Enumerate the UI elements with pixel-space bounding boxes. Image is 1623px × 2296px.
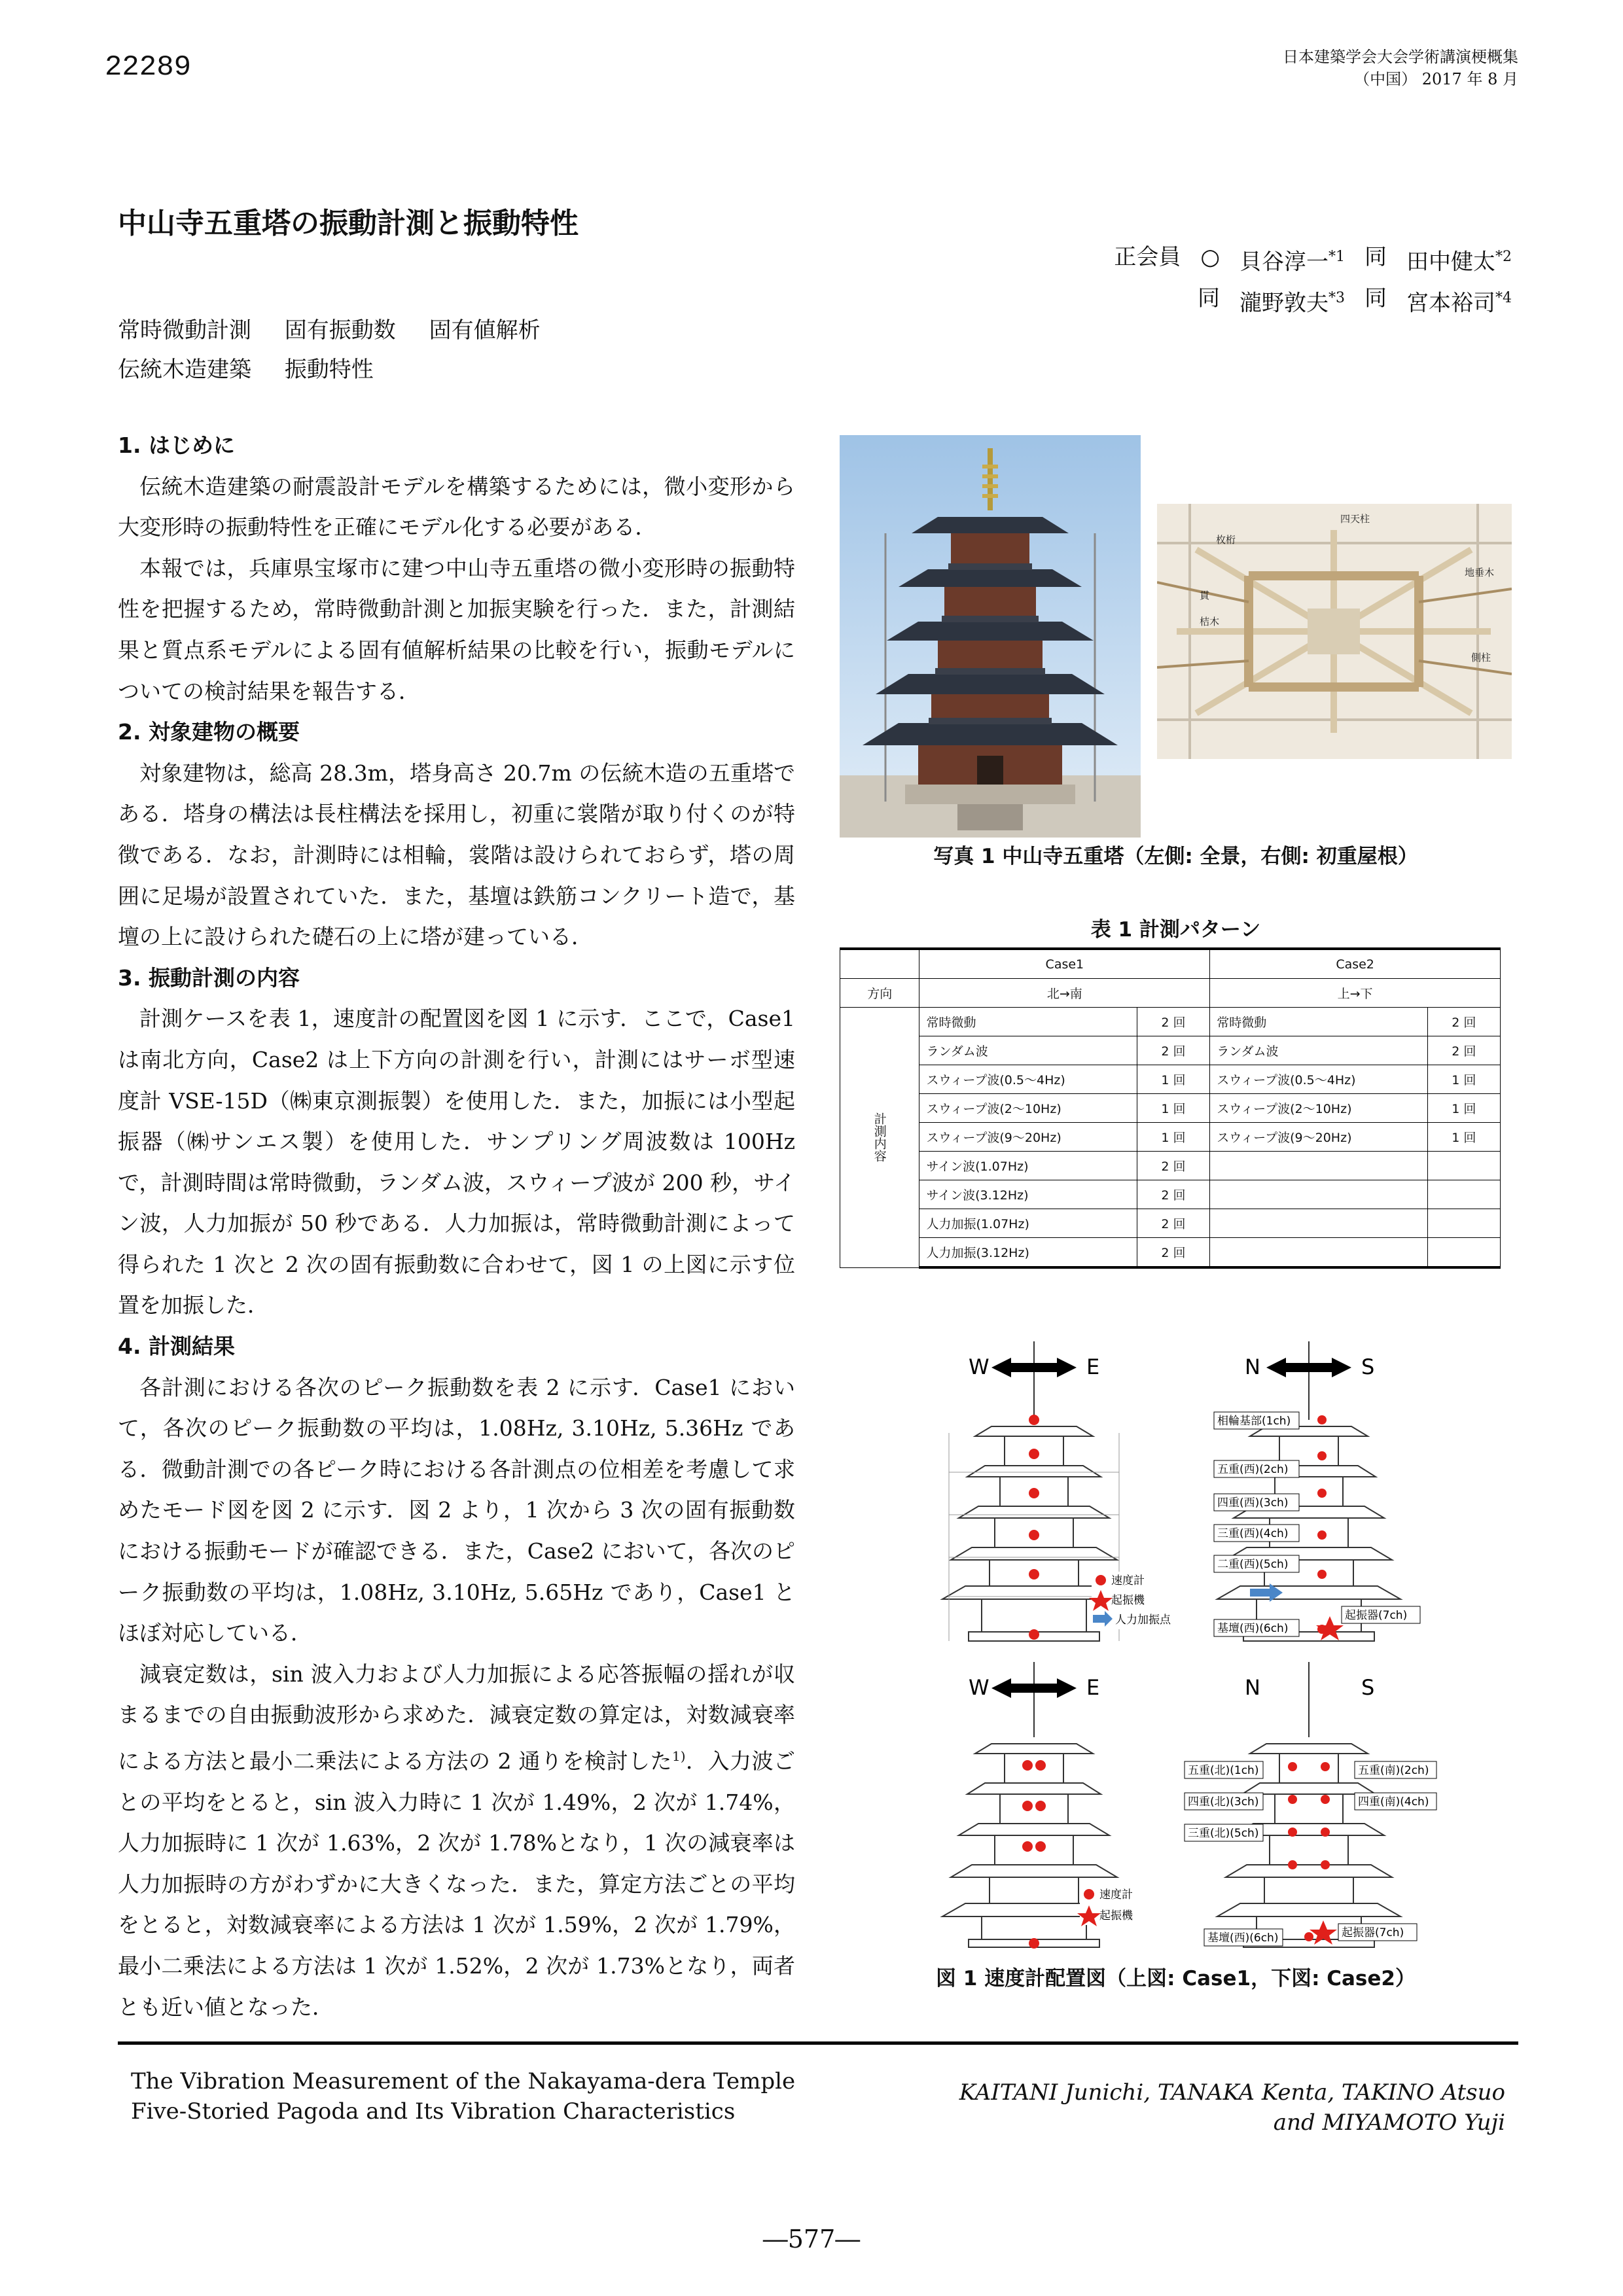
table-cell [1427,1152,1500,1180]
table-header-case2: Case2 [1210,949,1501,979]
direction-case1: 北→南 [919,979,1210,1008]
photo-pagoda-full-view [840,435,1141,838]
paragraph: 各計測における各次のピーク振動数を表 2 に示す．Case1 において，各次のピーク振動数の平均は，1.08Hz, 3.10Hz, 5.36Hz である．微動計測での各ピーク時における各計測点の位相差を考慮して求めたモード図を図 2 に示す．図 2 より，1 次から 3 次の固有振動数における振動モードが確認できる．また，Case2 において，各次のピーク振動数の平均は，1.08Hz, 3.10Hz, 5.65Hz であり，Case1 とほぼ対応している． [118,1374,795,1646]
english-authors-line: and MIYAMOTO Yuji [1273,2110,1505,2136]
table-cell [1210,1152,1427,1180]
english-authors-line: KAITANI Junichi, TANAKA Kenta, TAKINO Atsuo [959,2079,1505,2106]
author-row-1 [1094,239,1512,280]
table-row [840,1123,1501,1152]
table-cell: 1 回 [1137,1123,1209,1152]
table-cell: 人力加振(1.07Hz) [919,1209,1137,1238]
table-cell: サイン波(1.07Hz) [919,1152,1137,1180]
sensor-label: 基壇(西)(6ch) [1207,1932,1279,1945]
table-cell: スウィープ波(9～20Hz) [919,1123,1137,1152]
legend-label: 速度計 [1099,1888,1133,1901]
sensor-markers [1029,1415,1039,1640]
table-row [840,1065,1501,1094]
table-cell: 1 回 [1137,1065,1209,1094]
direction-label: E [1086,1675,1100,1700]
author-3: 瀧野敦夫$^{*3}$ [1240,290,1345,317]
section-heading: 2. 対象建物の概要 [118,719,300,745]
legend-label: 速度計 [1111,1574,1145,1587]
table-caption: 表 1 計測パターン [1090,918,1261,942]
table-cell: ランダム波 [919,1036,1137,1065]
legend-label: 起振機 [1111,1594,1145,1607]
section-heading: 4. 計測結果 [118,1333,235,1360]
sensor-label: 三重(西)(4ch) [1217,1527,1289,1540]
table-row [840,1036,1501,1065]
keyword: 固有振動数 [284,317,396,344]
legend-label: 人力加振点 [1115,1614,1171,1627]
english-title [131,2066,795,2127]
keyword: 固有値解析 [429,317,541,344]
direction-case2: 上→下 [1210,979,1501,1008]
proceedings-title: 日本建築学会大会学術講演梗概集 [1283,48,1518,66]
table-cell: スウィープ波(2～10Hz) [1210,1094,1427,1123]
sensor-label: 五重(西)(2ch) [1217,1463,1289,1476]
sensor-label: 四重(西)(3ch) [1217,1496,1289,1510]
direction-label: N [1245,1354,1260,1379]
table-cell: 常時微動 [1210,1008,1427,1036]
table-cell: スウィープ波(0.5～4Hz) [919,1065,1137,1094]
table-cell: 2 回 [1137,1180,1209,1209]
sensor-label: 四重(南)(4ch) [1358,1795,1429,1809]
table-cell: 1 回 [1137,1094,1209,1123]
photo-label: 枚桁 [1216,534,1236,546]
english-title-line: The Vibration Measurement of the Nakayama-dera Temple [131,2068,796,2094]
photo-label: 側柱 [1471,652,1491,663]
table-cell [1427,1209,1500,1238]
direction-label: W [969,1675,990,1700]
member-class: 正会員 [1114,244,1181,270]
paragraph: 本報では，兵庫県宝塚市に建つ中山寺五重塔の微小変形時の振動特性を把握するため，常時微動計測と加振実験を行った．また，計測結果と質点系モデルによる固有値解析結果の比較を行い，振動モデルについての検討結果を報告する． [118,555,796,704]
photo-label: 四天柱 [1340,513,1370,525]
table-cell: ランダム波 [1210,1036,1427,1065]
table-header-case1: Case1 [919,949,1210,979]
table-row [840,1008,1501,1036]
direction-label: E [1086,1354,1100,1379]
direction-label: W [969,1354,990,1379]
table-cell: スウィープ波(2～10Hz) [919,1094,1137,1123]
english-title-line: Five-Storied Pagoda and Its Vibration Characteristics [131,2098,736,2125]
author-block [1094,239,1512,322]
keyword: 伝統木造建築 [118,357,251,383]
paper-title: 中山寺五重塔の振動計測と振動特性 [118,207,579,240]
page-number: ―577― [762,2225,861,2253]
table-cell [1210,1209,1427,1238]
keyword: 振動特性 [284,357,374,383]
table-cell: 2 回 [1137,1036,1209,1065]
table-row [840,1209,1501,1238]
paragraph: 計測ケースを表 1，速度計の配置図を図 1 に示す．ここで，Case1 は南北方向，Case2 は上下方向の計測を行い，計測にはサーボ型速度計 VSE-15D（㈱東京測振製）を使用した．また，加振には小型起振器（㈱サンエス製）を使用した．サンプリング周波数は 100Hz で，計測時間は常時微動，ランダム波，スウィープ波が 200 秒，サイン波，人力加振が 50 秒である．人力加振は，常時微動計測によって得られた 1 次と 2 次の固有振動数に合わせて，図 1 の上図に示す位置を加振した． [118,1006,795,1318]
table-cell: 1 回 [1427,1094,1500,1123]
table-cell: 2 回 [1137,1152,1209,1180]
table-cell: スウィープ波(9～20Hz) [1210,1123,1427,1152]
table-cell: サイン波(3.12Hz) [919,1180,1137,1209]
table-cell [1210,1180,1427,1209]
table-row [840,1238,1501,1268]
keyword-row-1 [118,311,567,350]
pagoda-elevation-right [1217,1341,1400,1641]
paragraph: 伝統木造建築の耐震設計モデルを構築するためには，微小変形から大変形時の振動特性を正確にモデル化する必要がある． [118,473,795,540]
direction-label: S [1361,1675,1375,1700]
section-heading: 1. はじめに [118,433,235,458]
figure-caption: 図 1 速度計配置図（上図: Case1，下図: Case2） [936,1967,1416,1990]
paper-number: 22289 [105,51,192,84]
sensor-label: 相輪基部(1ch) [1217,1415,1291,1428]
table-cell: 2 回 [1137,1008,1209,1036]
table-cell: 2 回 [1137,1209,1209,1238]
keywords [118,311,567,389]
direction-label: S [1361,1354,1375,1379]
same-mark: 同 [1198,285,1220,312]
photo-label: 地垂木 [1465,567,1495,578]
table-cell: スウィープ波(0.5～4Hz) [1210,1065,1427,1094]
figure1-case1-diagram [929,1341,1440,1642]
table-cell: 2 回 [1137,1238,1209,1268]
table-row [840,1094,1501,1123]
sensor-label: 三重(北)(5ch) [1188,1827,1259,1840]
section-heading: 3. 振動計測の内容 [118,964,300,991]
photo-first-roof-framing [1157,504,1512,759]
sensor-markers [1022,1760,1046,1949]
sensor-label: 起振器(7ch) [1342,1926,1404,1939]
table-row [840,1152,1501,1180]
table-cell [1427,1238,1500,1268]
table-row [840,979,1501,1008]
legend [1089,1572,1190,1629]
keyword-row-2 [118,350,567,389]
measurement-pattern-table [840,947,1501,1269]
sensor-label: 四重(北)(3ch) [1188,1795,1259,1809]
proceedings-date: （中国） 2017 年 8 月 [1354,70,1518,88]
table-cell: 1 回 [1427,1065,1500,1094]
sensor-label: 起振器(7ch) [1345,1609,1408,1622]
direction-label: N [1245,1675,1260,1700]
keyword: 常時微動計測 [118,317,251,344]
footer-rule [118,2041,1518,2045]
sensor-label: 二重(西)(5ch) [1217,1558,1289,1571]
table-cell: 2 回 [1427,1036,1500,1065]
english-authors [959,2077,1505,2138]
paragraph: 減衰定数は，sin 波入力および人力加振による応答振幅の揺れが収まるまでの自由振動波形から求めた．減衰定数の算定は，対数減衰率による方法と最小二乗法による方法の 2 通りを検討した$^{1)}$．入力波ごとの平均をとると，sin 波入力時に 1 次が 1.49%，2 次が 1.74%，人力加振時に 1 次が 1.63%，2 次が 1.78%となり，1 次の減衰率は人力加振時の方がわずかに大きくなった．また，算定方法ごとの平均をとると，対数減衰率による方法は 1 次が 1.59%，2 次が 1.79%，最小二乗法による方法は 1 次が 1.52%，2 次が 1.73%となり，両者とも近い値となった． [118,1661,795,2020]
reference-mark: 1) [671,1748,686,1764]
table-cell: 常時微動 [919,1008,1137,1036]
author-row-2 [1094,280,1512,321]
legend-label: 起振機 [1099,1909,1133,1922]
table-side-label: 計測内容 [840,1008,919,1268]
same-mark: 同 [1364,244,1387,270]
photo-caption: 写真 1 中山寺五重塔（左側: 全景，右側: 初重屋根） [933,845,1418,868]
presenter-mark: ○ [1200,244,1220,270]
author-1: 貝谷淳一$^{*1}$ [1240,249,1345,275]
photo-label: 桔木 [1200,616,1220,627]
table-cell: 1 回 [1427,1123,1500,1152]
sensor-label: 基壇(西)(6ch) [1217,1622,1289,1635]
table-cell [1427,1180,1500,1209]
sensor-label: 五重(南)(2ch) [1358,1764,1429,1777]
table-header-row [840,949,1501,979]
sensor-label: 五重(北)(1ch) [1188,1764,1259,1777]
paragraph: 対象建物は，総高 28.3m，塔身高さ 20.7m の伝統木造の五重塔である．塔身の構法は長柱構法を採用し，初重に裳階が取り付くのが特徴である．なお，計測時には相輪，裳階は設けられておらず，塔の周囲に足場が設置されていた．また，基壇は鉄筋コンクリート造で，基壇の上に設けられた礎石の上に塔が建っている． [118,760,796,950]
photo-label: 貫 [1200,590,1210,601]
author-4: 宮本裕司$^{*4}$ [1406,290,1512,317]
table-corner [840,949,919,979]
table-row-label: 方向 [840,979,919,1008]
same-mark: 同 [1364,285,1387,312]
table-cell: 人力加振(3.12Hz) [919,1238,1137,1268]
legend [1077,1884,1152,1926]
table-row [840,1180,1501,1209]
figure1-case2-diagram [929,1662,1440,1950]
author-2: 田中健太$^{*2}$ [1406,249,1512,275]
body-text [118,425,795,2028]
table-cell [1210,1238,1427,1268]
proceedings-info [1283,46,1518,90]
table-cell: 2 回 [1427,1008,1500,1036]
